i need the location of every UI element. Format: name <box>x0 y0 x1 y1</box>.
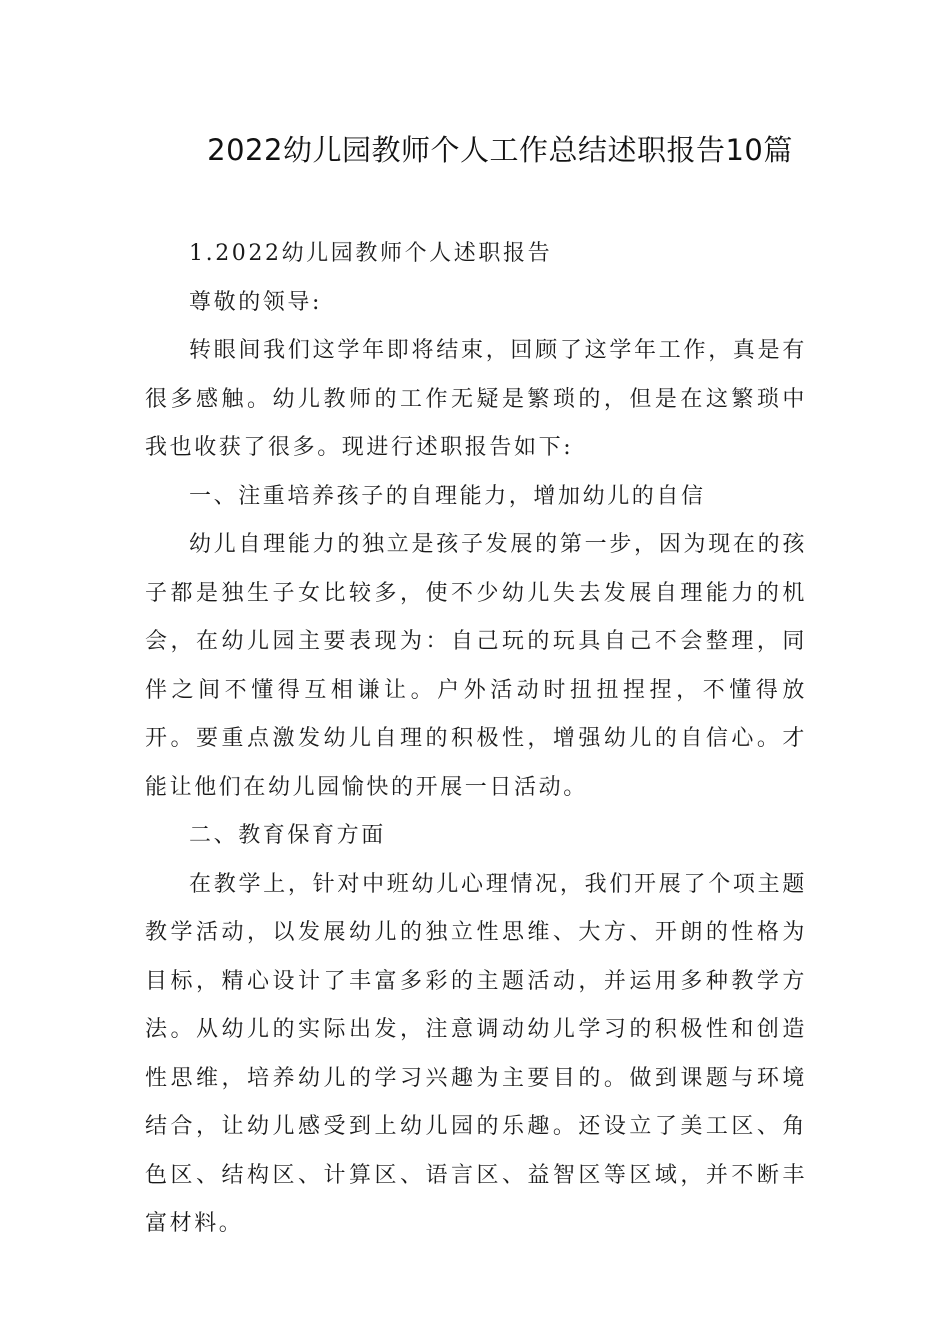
paragraph-intro: 转眼间我们这学年即将结束，回顾了这学年工作，真是有很多感触。幼儿教师的工作无疑是繁琐的，但是在这繁琐中我也收获了很多。现进行述职报告如下: <box>145 338 807 460</box>
salutation: 尊敬的领导: <box>189 289 323 315</box>
document-body <box>145 230 807 1249</box>
subheading-self-care: 一、注重培养孩子的自理能力，增加幼儿的自信 <box>189 483 706 509</box>
paragraph-education: 在教学上，针对中班幼儿心理情况，我们开展了个项主题教学活动，以发展幼儿的独立性思维、大方、开朗的性格为目标，精心设计了丰富多彩的主题活动，并运用多种教学方法。从幼儿的实际出发，注意调动幼儿学习的积极性和创造性思维，培养幼儿的学习兴趣为主要目的。做到课题与环境结合，让幼儿感受到上幼儿园的乐趣。还设立了美工区、角色区、结构区、计算区、语言区、益智区等区域，并不断丰富材料。 <box>145 871 807 1236</box>
subheading-education: 二、教育保育方面 <box>189 823 386 848</box>
document-title: 2022幼儿园教师个人工作总结述职报告10篇 <box>207 133 793 167</box>
section-heading-1: 1.2022幼儿园教师个人述职报告 <box>189 241 553 266</box>
paragraph-self-care: 幼儿自理能力的独立是孩子发展的第一步，因为现在的孩子都是独生子女比较多，使不少幼儿失去发展自理能力的机会，在幼儿园主要表现为：自己玩的玩具自己不会整理，同伴之间不懂得互相谦让。户外活动时扭扭捏捏，不懂得放开。要重点激发幼儿自理的积极性，增强幼儿的自信心。才能让他们在幼儿园愉快的开展一日活动。 <box>145 532 807 800</box>
